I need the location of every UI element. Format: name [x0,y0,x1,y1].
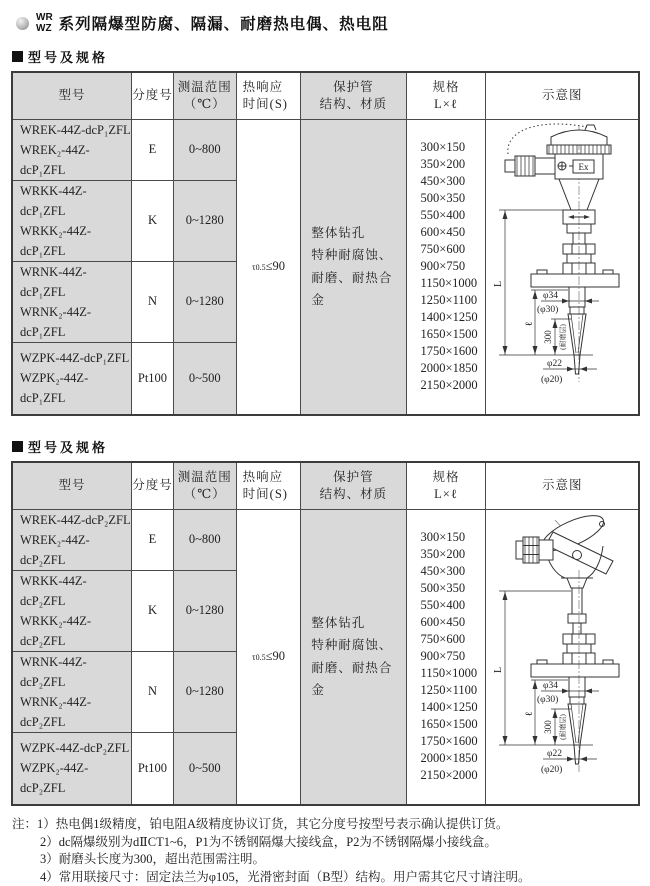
table-row [12,119,639,180]
label-300: 300 [543,719,553,733]
graduation-cell: Pt100 [132,342,174,415]
title-bar [16,12,640,34]
col-header-spec: 规格 L×ℓ [406,462,486,509]
bullet-icon [16,17,29,30]
label-d22: φ22 [547,359,562,369]
graduation-cell: K [132,570,174,651]
col-header-tube: 保护管 结构、材质 [301,462,406,509]
section-title: 型号及规格 [28,437,108,456]
col-header-diagram: 示意图 [486,72,639,119]
diagram-cell [486,509,639,805]
col-header-range: 测温范围 （℃） [173,462,236,509]
col-header-model: 型号 [12,72,132,119]
head-group [505,125,611,179]
range-cell: 0~1280 [173,180,236,261]
section-header-1 [12,47,640,66]
model-cell: WREK-44Z-dcP₁ZFL WREK₂-44Z-dcP₁ZFL [12,119,132,180]
spec-table-1 [11,71,640,416]
label-L: L [493,666,504,672]
model-cell: WZPK-44Z-dcP₁ZFL WZPK₂-44Z-dcP₁ZFL [12,342,132,415]
note-line-1: 注：1）热电偶1级精度，铂电阻A级精度协议订货，其它分度号按型号表示确认提供订货。 [12,816,640,834]
spec-list-cell: 300×150 350×200 450×300 500×350 550×400 600×450 750×600 900×750 1150×1000 1250×1100 1400×1250 1650×1500 1750×1600 2000×1850 2150×2000 [406,119,486,415]
spec-list-cell: 300×150 350×200 450×300 500×350 550×400 600×450 750×600 900×750 1150×1000 1250×1100 1400×1250 1650×1500 1750×1600 2000×1850 2150×2000 [406,509,486,805]
label-l: ℓ [524,711,535,716]
graduation-cell: E [132,119,174,180]
note-line-4: 4）常用联接尺寸：固定法兰为φ105，光滑密封面（B型）结构。用户需其它尺寸请注明。 [12,869,640,886]
col-header-spec: 规格 L×ℓ [406,72,486,119]
col-header-graduation: 分度号 [132,462,174,509]
note-line-3: 3）耐磨头长度为300，超出范围需注明。 [12,851,640,869]
footnotes [12,816,640,886]
label-ex: Ex [578,162,588,172]
col-header-graduation: 分度号 [132,72,174,119]
thermocouple-diagram-tilted-head [487,512,638,780]
label-d20: (φ20) [541,374,562,385]
model-cell: WRKK-44Z-dcP₁ZFL WRKK₂-44Z-dcP₁ZFL [12,180,132,261]
range-cell: 0~1280 [173,261,236,342]
model-cell: WRNK-44Z-dcP₂ZFL WRNK₂-44Z-dcP₂ZFL [12,651,132,732]
model-cell: WRNK-44Z-dcP₁ZFL WRNK₂-44Z-dcP₁ZFL [12,261,132,342]
table-header-row [12,462,639,509]
graduation-cell: Pt100 [132,732,174,805]
label-d22: φ22 [547,749,562,759]
response-cell: τ0.5≤90 [236,119,301,415]
section-header-2 [12,437,640,456]
flange-probe-group [531,270,619,374]
square-bullet-icon [12,51,23,62]
section-title: 型号及规格 [28,47,108,66]
label-wear-layer: (耐磨层) [558,713,567,739]
square-bullet-icon [12,441,23,452]
col-header-response: 热响应 时间(S) [236,72,301,119]
model-cell: WREK-44Z-dcP₂ZFL WREK₂-44Z-dcP₂ZFL [12,509,132,570]
col-header-diagram: 示意图 [486,462,639,509]
dimension-lines [499,591,599,762]
label-wear-layer: (耐磨层) [558,323,567,349]
col-header-response: 热响应 时间(S) [236,462,301,509]
label-d34: φ34 [543,681,558,691]
table-header-row [12,72,639,119]
head-group [516,512,613,588]
col-header-range: 测温范围 （℃） [173,72,236,119]
col-header-model: 型号 [12,462,132,509]
label-d30: (φ30) [537,694,558,705]
page-title: 系列隔爆型防腐、隔漏、耐磨热电偶、热电阻 [59,12,389,34]
col-header-tube: 保护管 结构、材质 [301,72,406,119]
brand-line-wr: WR [36,12,53,23]
range-cell: 0~1280 [173,651,236,732]
brand-line-wz: WZ [36,23,53,34]
note-line-2: 2）dc隔爆级别为dⅡCT1~6，P1为不锈钢隔爆大接线盒，P2为不锈钢隔爆小接线盒。 [12,834,640,852]
thermocouple-diagram-straight-head [487,122,638,390]
label-d34: φ34 [543,291,558,301]
graduation-cell: K [132,180,174,261]
range-cell: 0~1280 [173,570,236,651]
label-d20: (φ20) [541,764,562,775]
flange-probe-group [531,660,619,764]
label-300: 300 [543,329,553,343]
model-cell: WRKK-44Z-dcP₂ZFL WRKK₂-44Z-dcP₂ZFL [12,570,132,651]
label-d30: (φ30) [537,304,558,315]
range-cell: 0~800 [173,119,236,180]
label-L: L [493,280,504,286]
range-cell: 0~500 [173,342,236,415]
range-cell: 0~500 [173,732,236,805]
tube-material-cell: 整体钻孔 特种耐腐蚀、 耐磨、耐热合金 [301,119,406,415]
graduation-cell: N [132,651,174,732]
table-row [12,509,639,570]
tube-material-cell: 整体钻孔 特种耐腐蚀、 耐磨、耐热合金 [301,509,406,805]
spec-table-2 [11,461,640,806]
diagram-cell [486,119,639,415]
note-prefix: 注： [12,817,37,831]
brand-mark [36,12,53,34]
response-cell: τ0.5≤90 [236,509,301,805]
range-cell: 0~800 [173,509,236,570]
label-l: ℓ [524,321,535,326]
graduation-cell: E [132,509,174,570]
model-cell: WZPK-44Z-dcP₂ZFL WZPK₂-44Z-dcP₂ZFL [12,732,132,805]
graduation-cell: N [132,261,174,342]
